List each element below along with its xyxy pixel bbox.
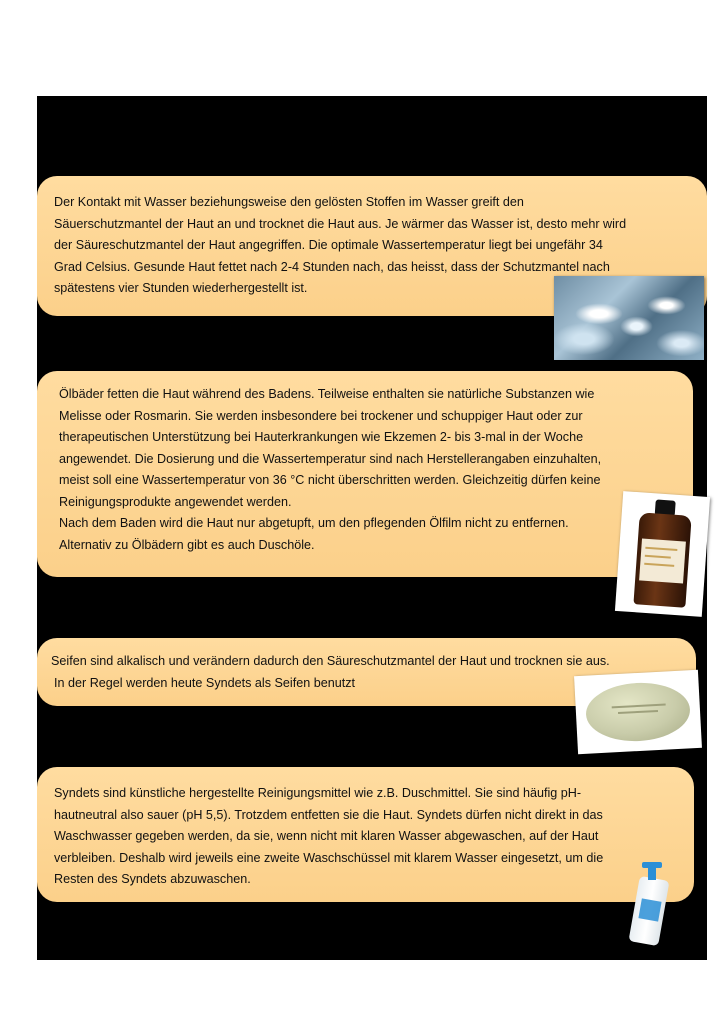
oil-bottle-photo bbox=[615, 491, 710, 617]
pump-bottle-photo bbox=[624, 858, 672, 948]
card-line: therapeutischen Unterstützung bei Hauterkrankungen wie Ekzemen 2- bis 3-mal in der Woche bbox=[59, 430, 584, 444]
card-line: Waschwasser gegeben werden, da sie, wenn nicht mit klaren Wasser abgewaschen, auf der Haut bbox=[54, 829, 599, 843]
card-line: Syndets sind künstliche hergestellte Reinigungsmittel wie z.B. Duschmittel. Sie sind häufig pH- bbox=[54, 786, 582, 800]
card-line: Alternativ zu Ölbädern gibt es auch Duschöle. bbox=[59, 537, 315, 552]
water-splash-photo bbox=[554, 276, 704, 360]
card-line: Der Kontakt mit Wasser beziehungsweise den gelösten Stoffen im Wasser greift den bbox=[54, 195, 524, 209]
card-line: spätestens vier Stunden wiederhergestellt ist. bbox=[54, 281, 308, 295]
card-line: Säuerschutzmantel der Haut an und trocknet die Haut aus. Je wärmer das Wasser ist, desto mehr wird bbox=[54, 216, 627, 231]
card-line: hautneutral also sauer (pH 5,5). Trotzdem entfetten sie die Haut. Syndets dürfen nicht direkt in das bbox=[54, 807, 603, 822]
card-line: Seifen sind alkalisch und verändern dadurch den Säureschutzmantel der Haut und trocknen sie aus. bbox=[51, 654, 610, 668]
card-line: angewendet. Die Dosierung und die Wassertemperatur sind nach Herstellerangaben einzuhalten, bbox=[59, 451, 602, 466]
card-line: Resten des Syndets abzuwaschen. bbox=[54, 872, 251, 886]
card-syndets bbox=[37, 767, 694, 902]
card-line: Ölbäder fetten die Haut während des Badens. Teilweise enthalten sie natürliche Substanzen wie bbox=[59, 387, 595, 401]
card-line: Grad Celsius. Gesunde Haut fettet nach 2-4 Stunden nach, das heisst, dass der Schutzmantel nach bbox=[54, 259, 610, 274]
card-line: Melisse oder Rosmarin. Sie werden insbesondere bei trockener und schuppiger Haut oder zur bbox=[59, 408, 583, 423]
card-line: Reinigungsprodukte angewendet werden. bbox=[59, 494, 292, 509]
soap-bar-photo bbox=[574, 670, 702, 754]
card-line: In der Regel werden heute Syndets als Seifen benutzt bbox=[54, 675, 356, 690]
card-line: der Säureschutzmantel der Haut angegriffen. Die optimale Wassertemperatur liegt bei ungefähr 34 bbox=[54, 238, 603, 252]
card-oil-bath bbox=[37, 371, 693, 577]
card-line: meist soll eine Wassertemperatur von 36 °C nicht überschritten werden. Gleichzeitig dürfen keine bbox=[59, 473, 601, 487]
card-line: Nach dem Baden wird die Haut nur abgetupft, um den pflegenden Ölfilm nicht zu entfernen. bbox=[59, 516, 569, 530]
card-line: verbleiben. Deshalb wird jeweils eine zweite Waschschüssel mit klarem Wasser eingesetzt, um die bbox=[54, 850, 604, 865]
